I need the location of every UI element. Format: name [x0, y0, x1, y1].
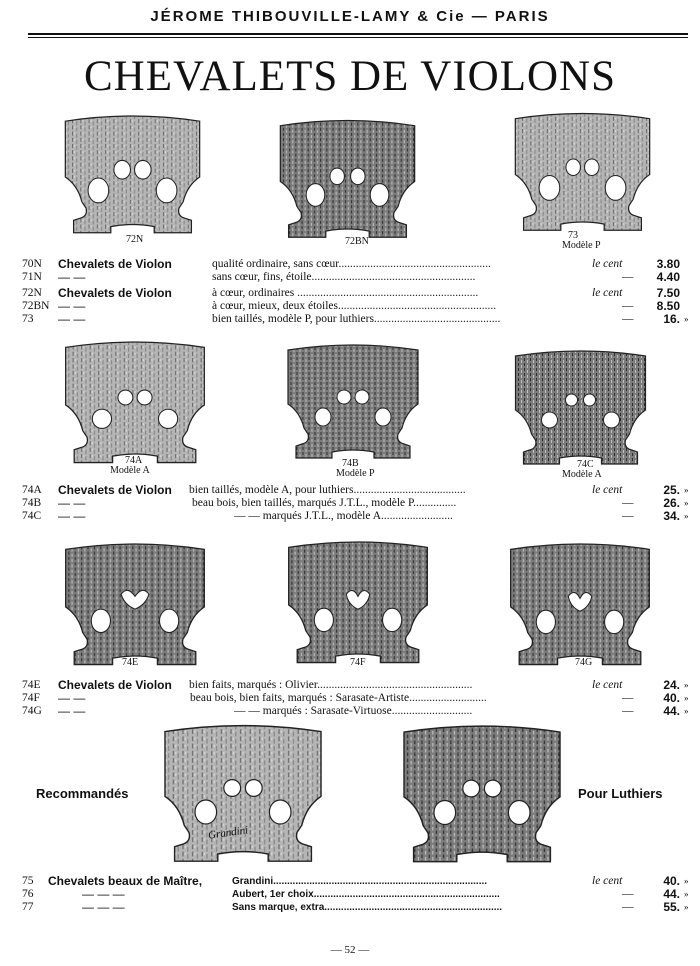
bridge-label: 73 — [568, 230, 578, 241]
header-rule — [28, 33, 688, 35]
bridge-image-73 — [505, 105, 660, 245]
bridge-image-74e — [55, 540, 215, 675]
bridge-image-72bn — [270, 112, 425, 252]
price-row: 70N Chevalets de Violon qualité ordinaire, sans cœur..................................................... le cent 3.80 — [22, 257, 680, 271]
page-title: CHEVALETS DE VIOLONS — [83, 53, 617, 100]
bridge-image-74f — [278, 538, 438, 673]
price-row: 74C — — — — marqués J.T.L., modèle A......................... — 34. » — [22, 509, 689, 523]
grandini-stamp: Grandini — [207, 824, 249, 842]
bridge-image-74a — [55, 338, 215, 473]
bridge-label: 74E — [122, 657, 139, 668]
bridge-model: Modèle P — [336, 468, 375, 479]
price-row: 75 Chevalets beaux de Maître, Grandini............................................................................. le cent 40. » — [22, 874, 689, 888]
price-row: 77 — — — Sans marque, extra................................................................ — 55. » — [22, 900, 689, 914]
bridge-label: 74F — [350, 657, 366, 668]
bridge-label: 74B — [342, 458, 359, 469]
price-row: 74B — — beau bois, bien taillés, marqués J.T.L., modèle P............... — 26. » — [22, 496, 689, 510]
bridge-label: 74G — [575, 657, 593, 668]
price-row: 71N — — sans cœur, fins, étoile......................................................... — 4.40 — [22, 270, 680, 284]
price-row: 72N Chevalets de Violon à cœur, ordinaires ............................................................... le cent 7.50 — [22, 286, 680, 300]
price-row: 72BN — — à cœur, mieux, deux étoiles....................................................... — 8.50 — [22, 299, 680, 313]
bridge-label: 72BN — [345, 236, 369, 247]
bridge-image-74c — [498, 348, 663, 473]
bridge-label: 74A — [125, 455, 143, 466]
bridge-image-74b — [278, 337, 428, 472]
page-number: — 52 — — [330, 944, 370, 956]
price-row: 74E Chevalets de Violon bien faits, marqués : Olivier...................................................... le cent 24. » — [22, 678, 689, 692]
bridge-label: 72N — [126, 234, 144, 245]
bridge-model: Modèle P — [562, 240, 601, 251]
bridge-label: 74C — [577, 459, 594, 470]
page-header: JÉROME THIBOUVILLE-LAMY & Cie — PARIS — [150, 8, 550, 25]
luthiers-label: Pour Luthiers — [578, 786, 663, 801]
price-row: 74G — — — — marqués : Sarasate-Virtuose............................ — 44. » — [22, 704, 689, 718]
price-row: 73 — — bien taillés, modèle P, pour luthiers............................................ — 16. » — [22, 312, 689, 326]
price-row: 74A Chevalets de Violon bien taillés, modèle A, pour luthiers....................................... le cent 25. » — [22, 483, 689, 497]
bridge-image-74g — [500, 540, 660, 675]
price-row: 76 — — — Aubert, 1er choix................................................................... — 44. » — [22, 887, 689, 901]
bridge-image-72n — [55, 105, 210, 250]
bridge-model: Modèle A — [110, 465, 150, 476]
price-row: 74F — — beau bois, bien faits, marqués : Sarasate-Artiste........................... — 40. » — [22, 691, 689, 705]
bridge-image-grandini — [148, 722, 338, 872]
bridge-image-luthiers — [392, 720, 572, 875]
recommended-label: Recommandés — [36, 786, 129, 801]
header-rule-thin — [28, 37, 688, 38]
bridge-model: Modèle A — [562, 469, 602, 480]
